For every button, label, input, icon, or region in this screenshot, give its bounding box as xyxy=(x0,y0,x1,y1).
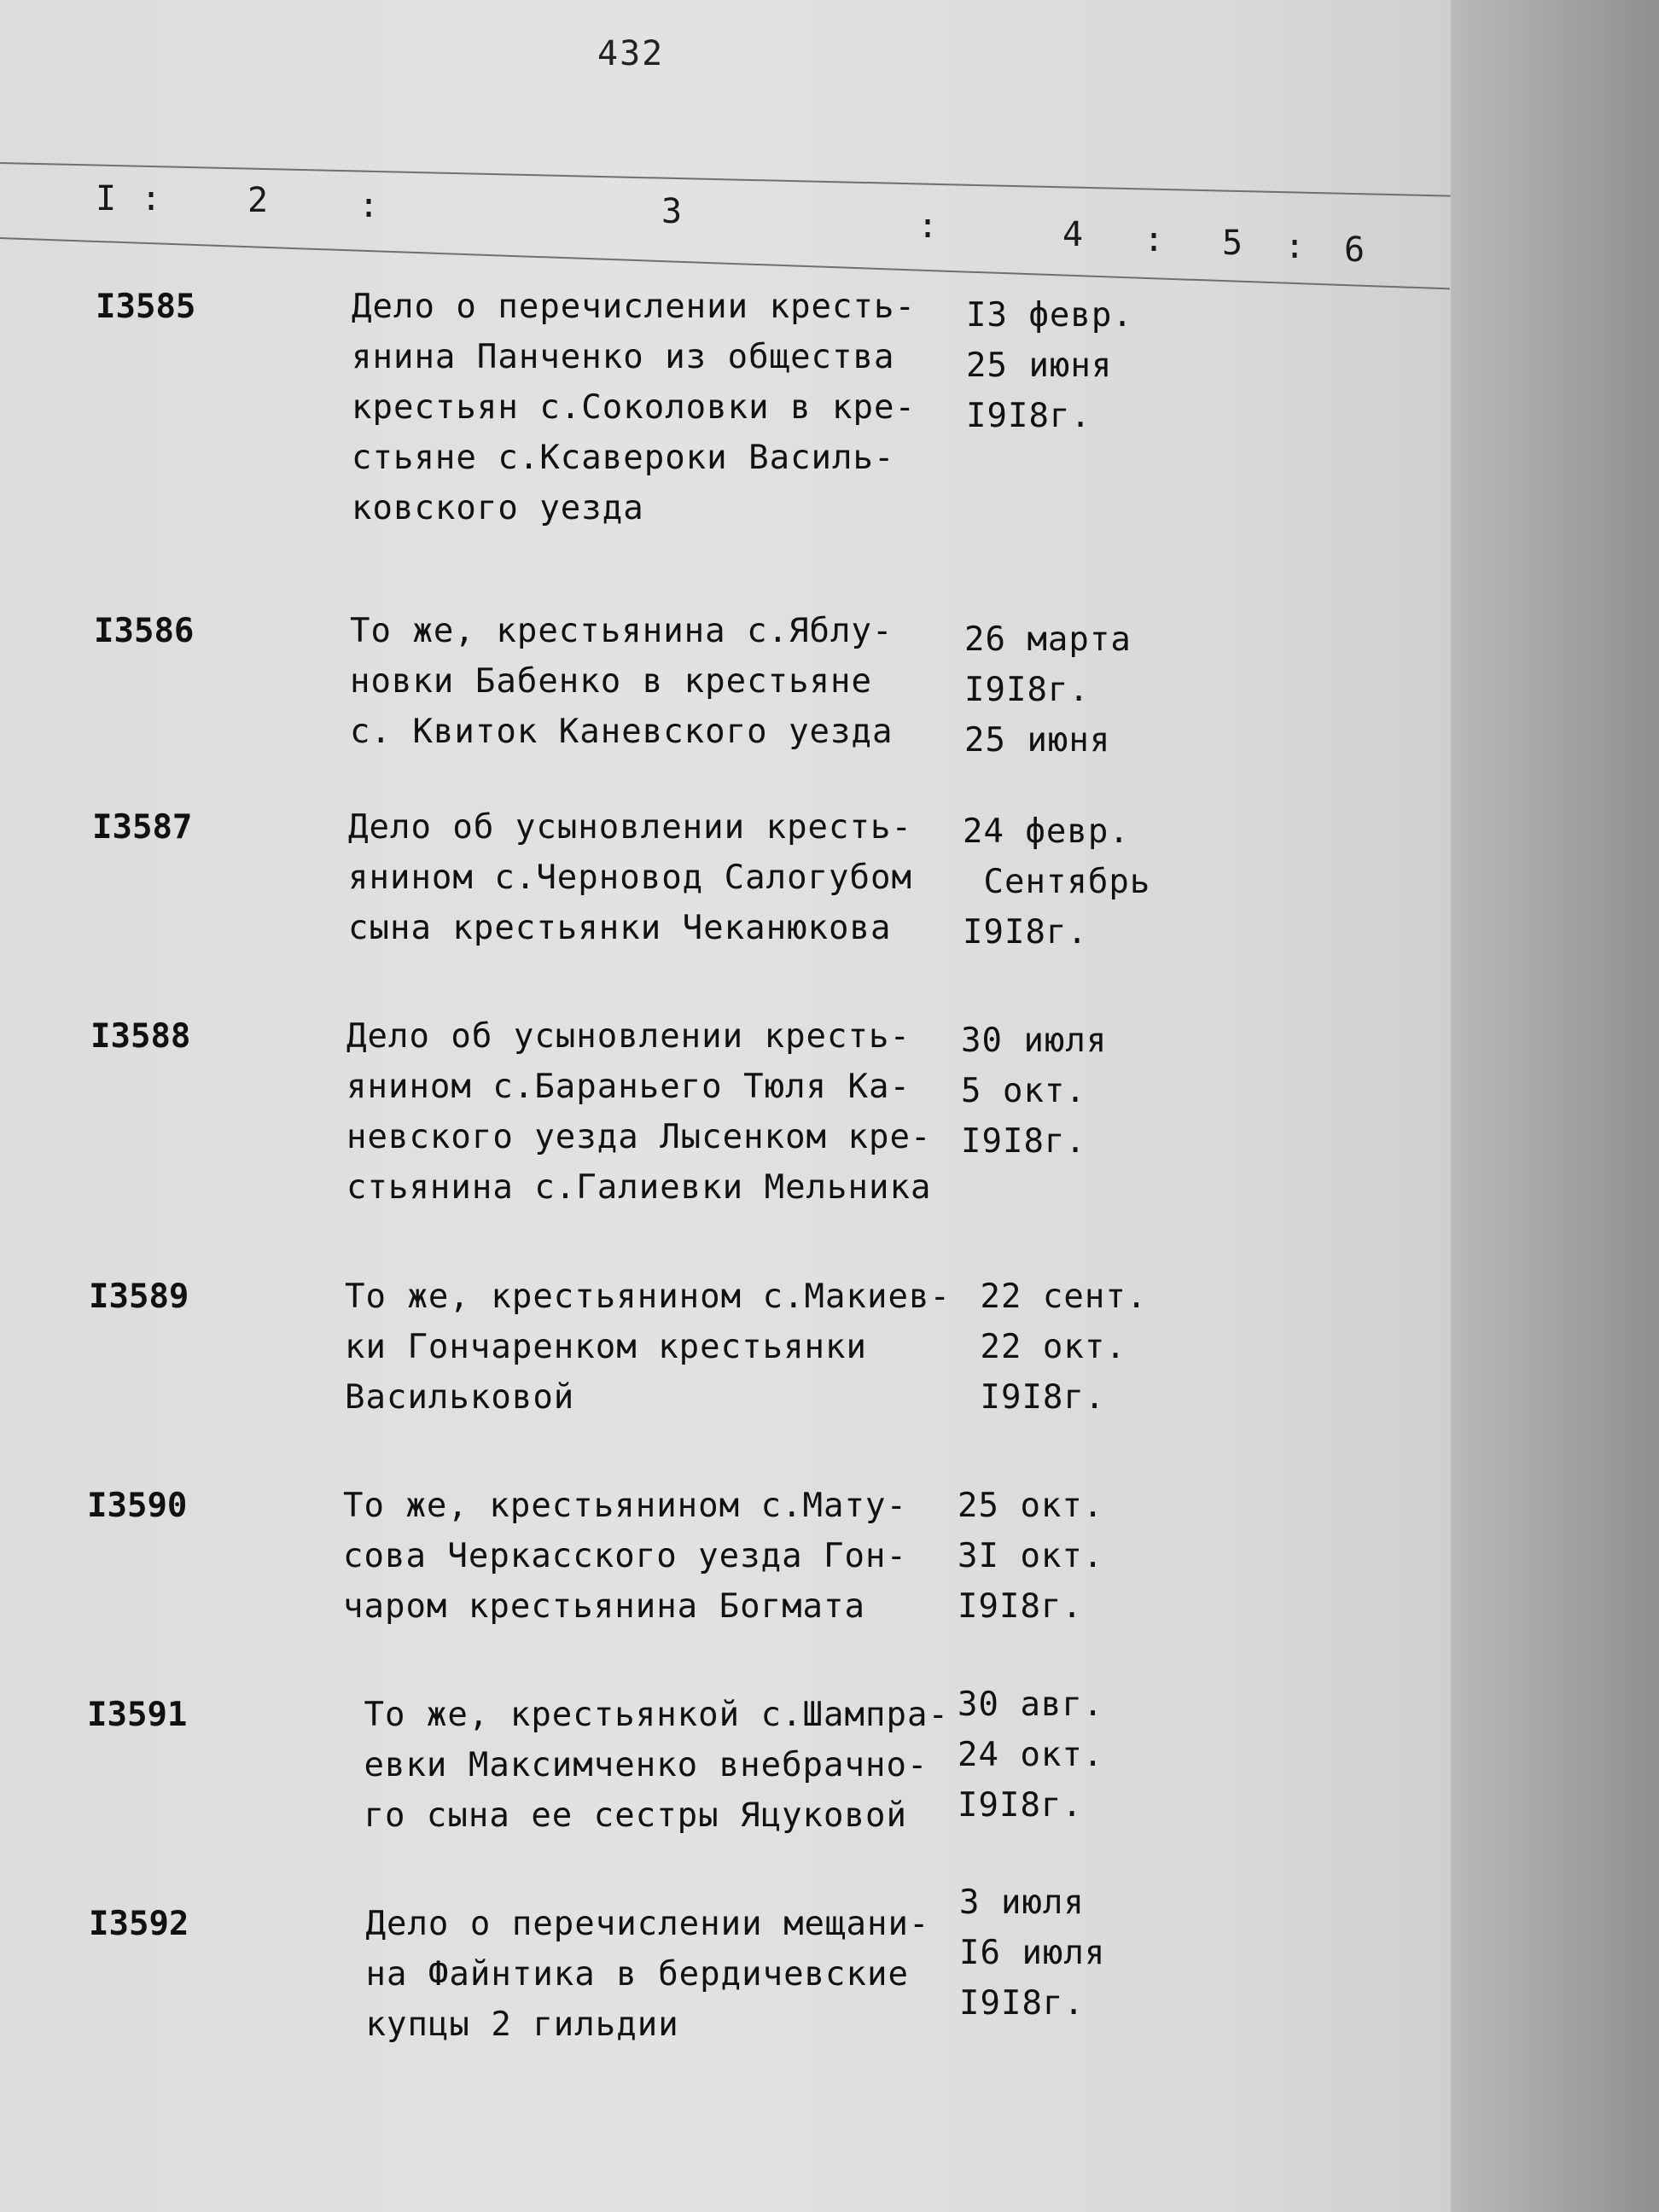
column-marker-6: 6 xyxy=(1344,230,1365,270)
entry-description-line: го сына ее сестры Яцуковой xyxy=(343,1796,907,1835)
column-marker-1: I xyxy=(96,179,117,218)
entry-description-line: То же, крестьянина с.Яблу- xyxy=(350,612,894,650)
entry-date-line: 3 июля xyxy=(959,1883,1085,1922)
entry-description-line: с. Квиток Каневского уезда xyxy=(350,713,894,751)
entry-description-line: на Файнтика в бердичевские xyxy=(345,1955,909,1994)
entry-date-line: 24 окт. xyxy=(958,1736,1104,1774)
entry-date-line: 24 февр. xyxy=(963,812,1130,851)
entry-description-line: янином с.Бараньего Тюля Ка- xyxy=(346,1068,911,1106)
entry-date-line: I6 июля xyxy=(959,1934,1106,1972)
entry-description-line: То же, крестьянином с.Макиев- xyxy=(345,1278,951,1316)
entry-description-line: ковского уезда xyxy=(352,489,644,527)
column-marker-2: 2 xyxy=(247,181,269,220)
entry-description-line: крестьян с.Соколовки в кре- xyxy=(352,388,916,427)
entry-date-line: 26 марта xyxy=(964,620,1132,659)
column-separator: : xyxy=(141,179,162,218)
entry-dates xyxy=(966,290,1188,441)
entry-date-line: I9I8г. xyxy=(961,1122,1086,1161)
entry-description-line: евки Максимченко внебрачно- xyxy=(343,1746,928,1784)
entry-description-line: чаром крестьянина Богмата xyxy=(343,1587,865,1626)
entry-description-line: стьянина с.Галиевки Мельника xyxy=(346,1168,932,1207)
entry-date-line: I9I8г. xyxy=(963,913,1088,952)
page-edge-shadow xyxy=(1451,0,1659,2212)
entry-description-line: То же, крестьянином с.Мату- xyxy=(343,1487,907,1525)
entry-number: I3591 xyxy=(87,1696,188,1734)
entry-date-line: 30 авг. xyxy=(958,1685,1104,1724)
entry-date-line: 3I окт. xyxy=(958,1537,1104,1575)
entry-date-line: I3 февр. xyxy=(966,296,1133,335)
entry-dates xyxy=(964,614,1186,765)
entry-description xyxy=(343,1481,958,1632)
entry-number: I3585 xyxy=(96,288,196,326)
entry-dates xyxy=(958,1481,1179,1632)
entry-number: I3589 xyxy=(89,1278,189,1316)
table-header-top-rule xyxy=(0,162,1451,197)
entry-description-line: Дело об усыновлении кресть- xyxy=(348,808,912,847)
entry-date-line: 22 сент. xyxy=(959,1278,1148,1316)
column-separator: : xyxy=(1144,220,1165,259)
entry-description-line: невского уезда Лысенком кре- xyxy=(346,1118,932,1156)
entry-date-line: I9I8г. xyxy=(958,1786,1083,1825)
entry-description-line: сова Черкасского уезда Гон- xyxy=(343,1537,907,1575)
entry-date-line: 25 июня xyxy=(964,721,1111,760)
entry-number: I3590 xyxy=(87,1487,188,1525)
entry-description-line: То же, крестьянкой с.Шампра- xyxy=(343,1696,949,1734)
entry-dates xyxy=(959,1877,1181,2029)
entry-description xyxy=(345,1272,959,1423)
column-separator: : xyxy=(917,207,939,246)
entry-date-line: 25 июня xyxy=(966,346,1113,385)
entry-date-line: Сентябрь xyxy=(963,863,1151,901)
column-separator: : xyxy=(1284,227,1306,266)
column-marker-4: 4 xyxy=(1062,215,1084,254)
entry-description xyxy=(345,1899,959,2050)
entry-number: I3592 xyxy=(89,1905,189,1943)
entry-description-line: новки Бабенко в крестьяне xyxy=(350,662,872,701)
column-separator: : xyxy=(358,186,380,225)
entry-description-line: янина Панченко из общества xyxy=(352,338,895,376)
column-marker-5: 5 xyxy=(1222,224,1243,263)
entry-date-line: I9I8г. xyxy=(958,1587,1083,1626)
entry-date-line: 22 окт. xyxy=(959,1328,1126,1366)
entry-description xyxy=(352,282,966,533)
entry-dates xyxy=(963,806,1185,958)
entry-description-line: Дело об усыновлении кресть- xyxy=(346,1017,911,1056)
entry-dates xyxy=(958,1679,1179,1831)
entry-date-line: 5 окт. xyxy=(961,1072,1086,1110)
entry-date-line: I9I8г. xyxy=(966,397,1091,435)
entry-description-line: сына крестьянки Чеканюкова xyxy=(348,909,892,947)
entry-description-line: Дело о перечислении мещани- xyxy=(345,1905,930,1943)
entry-number: I3588 xyxy=(90,1017,191,1056)
entry-date-line: I9I8г. xyxy=(959,1378,1106,1417)
entry-description-line: янином с.Черновод Салогубом xyxy=(348,859,912,897)
entry-dates xyxy=(959,1272,1181,1423)
entry-date-line: I9I8г. xyxy=(959,1984,1085,2023)
entry-date-line: 25 окт. xyxy=(958,1487,1104,1525)
column-marker-3: 3 xyxy=(661,192,683,231)
entry-description-line: ки Гончаренком крестьянки xyxy=(345,1328,867,1366)
entry-number: I3587 xyxy=(92,808,193,847)
entry-description xyxy=(350,606,964,757)
entry-description xyxy=(343,1690,958,1841)
entry-description-line: стьяне с.Ксавероки Василь- xyxy=(352,439,895,477)
entry-dates xyxy=(961,1016,1183,1167)
entry-description-line: Васильковой xyxy=(345,1378,575,1417)
entry-description xyxy=(348,802,963,953)
entry-number: I3586 xyxy=(94,612,195,650)
page-number: 432 xyxy=(597,34,665,73)
entry-description-line: Дело о перечислении кресть- xyxy=(352,288,916,326)
entry-description-line: купцы 2 гильдии xyxy=(345,2005,679,2044)
entry-date-line: I9I8г. xyxy=(964,671,1090,709)
entry-date-line: 30 июля xyxy=(961,1022,1108,1060)
entry-description xyxy=(346,1011,961,1213)
